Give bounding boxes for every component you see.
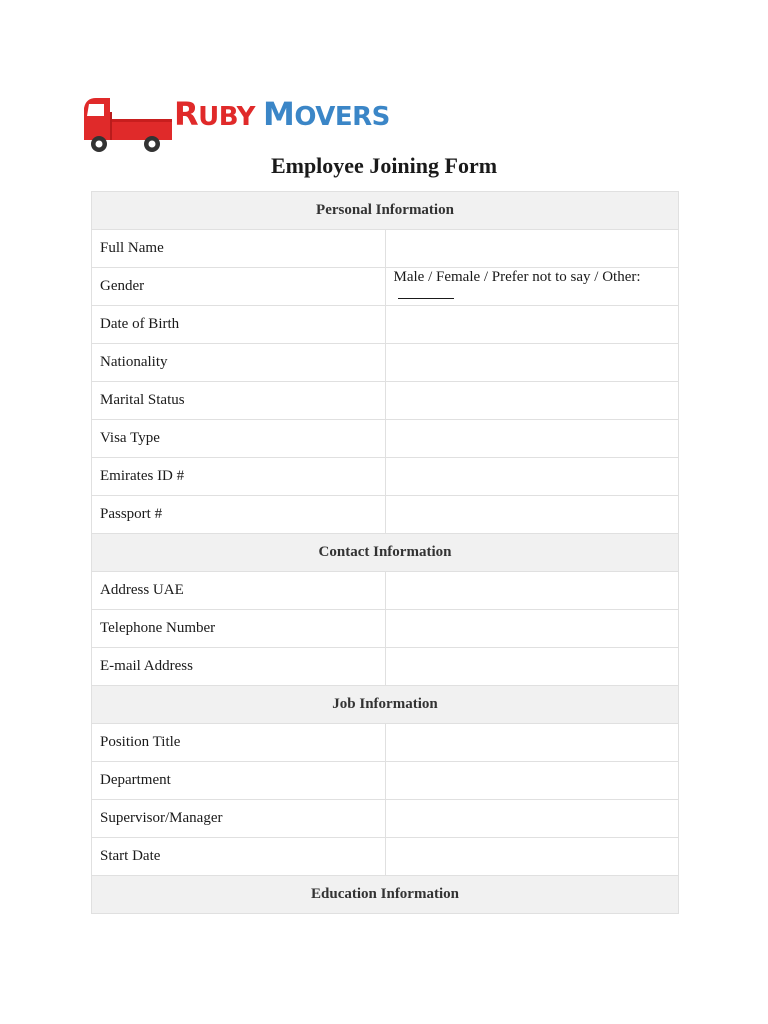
gender-field[interactable] — [385, 268, 679, 306]
company-logo — [80, 92, 390, 154]
table-row — [92, 230, 679, 268]
table-row — [92, 648, 679, 686]
emirates-id-field[interactable] — [385, 458, 679, 496]
brand-name — [174, 95, 390, 133]
address-label: Address UAE — [92, 572, 386, 610]
passport-label: Passport # — [92, 496, 386, 534]
nationality-field[interactable] — [385, 344, 679, 382]
table-row — [92, 306, 679, 344]
gender-options: Male / Female / Prefer not to say / Other: — [393, 269, 641, 285]
emirates-id-label: Emirates ID # — [92, 458, 386, 496]
position-title-field[interactable] — [385, 724, 679, 762]
supervisor-field[interactable] — [385, 800, 679, 838]
table-row — [92, 458, 679, 496]
section-contact-information: Contact Information — [92, 534, 679, 572]
marital-status-label: Marital Status — [92, 382, 386, 420]
visa-type-field[interactable] — [385, 420, 679, 458]
gender-label: Gender — [92, 268, 386, 306]
department-label: Department — [92, 762, 386, 800]
telephone-label: Telephone Number — [92, 610, 386, 648]
table-row — [92, 610, 679, 648]
section-personal-information: Personal Information — [92, 192, 679, 230]
visa-type-label: Visa Type — [92, 420, 386, 458]
table-row — [92, 572, 679, 610]
start-date-label: Start Date — [92, 838, 386, 876]
truck-icon — [80, 92, 174, 154]
form-title: Employee Joining Form — [270, 153, 498, 178]
supervisor-label: Supervisor/Manager — [92, 800, 386, 838]
nationality-label: Nationality — [92, 344, 386, 382]
email-field[interactable] — [385, 648, 679, 686]
position-title-label: Position Title — [92, 724, 386, 762]
section-job-information: Job Information — [92, 686, 679, 724]
table-row — [92, 838, 679, 876]
passport-field[interactable] — [385, 496, 679, 534]
table-row — [92, 268, 679, 306]
section-education-information: Education Information — [92, 876, 679, 914]
table-row — [92, 496, 679, 534]
marital-status-field[interactable] — [385, 382, 679, 420]
table-row — [92, 382, 679, 420]
brand-movers: MOVERS — [262, 95, 390, 133]
brand-ruby: RUBY — [174, 95, 255, 133]
table-row — [92, 344, 679, 382]
full-name-field[interactable] — [385, 230, 679, 268]
start-date-field[interactable] — [385, 838, 679, 876]
gender-other-blank[interactable] — [398, 286, 454, 299]
telephone-field[interactable] — [385, 610, 679, 648]
full-name-label: Full Name — [92, 230, 386, 268]
table-row — [92, 762, 679, 800]
table-row — [92, 724, 679, 762]
date-of-birth-label: Date of Birth — [92, 306, 386, 344]
table-row — [92, 800, 679, 838]
address-field[interactable] — [385, 572, 679, 610]
table-row — [92, 420, 679, 458]
joining-form-table — [91, 191, 679, 914]
email-label: E-mail Address — [92, 648, 386, 686]
date-of-birth-field[interactable] — [385, 306, 679, 344]
department-field[interactable] — [385, 762, 679, 800]
